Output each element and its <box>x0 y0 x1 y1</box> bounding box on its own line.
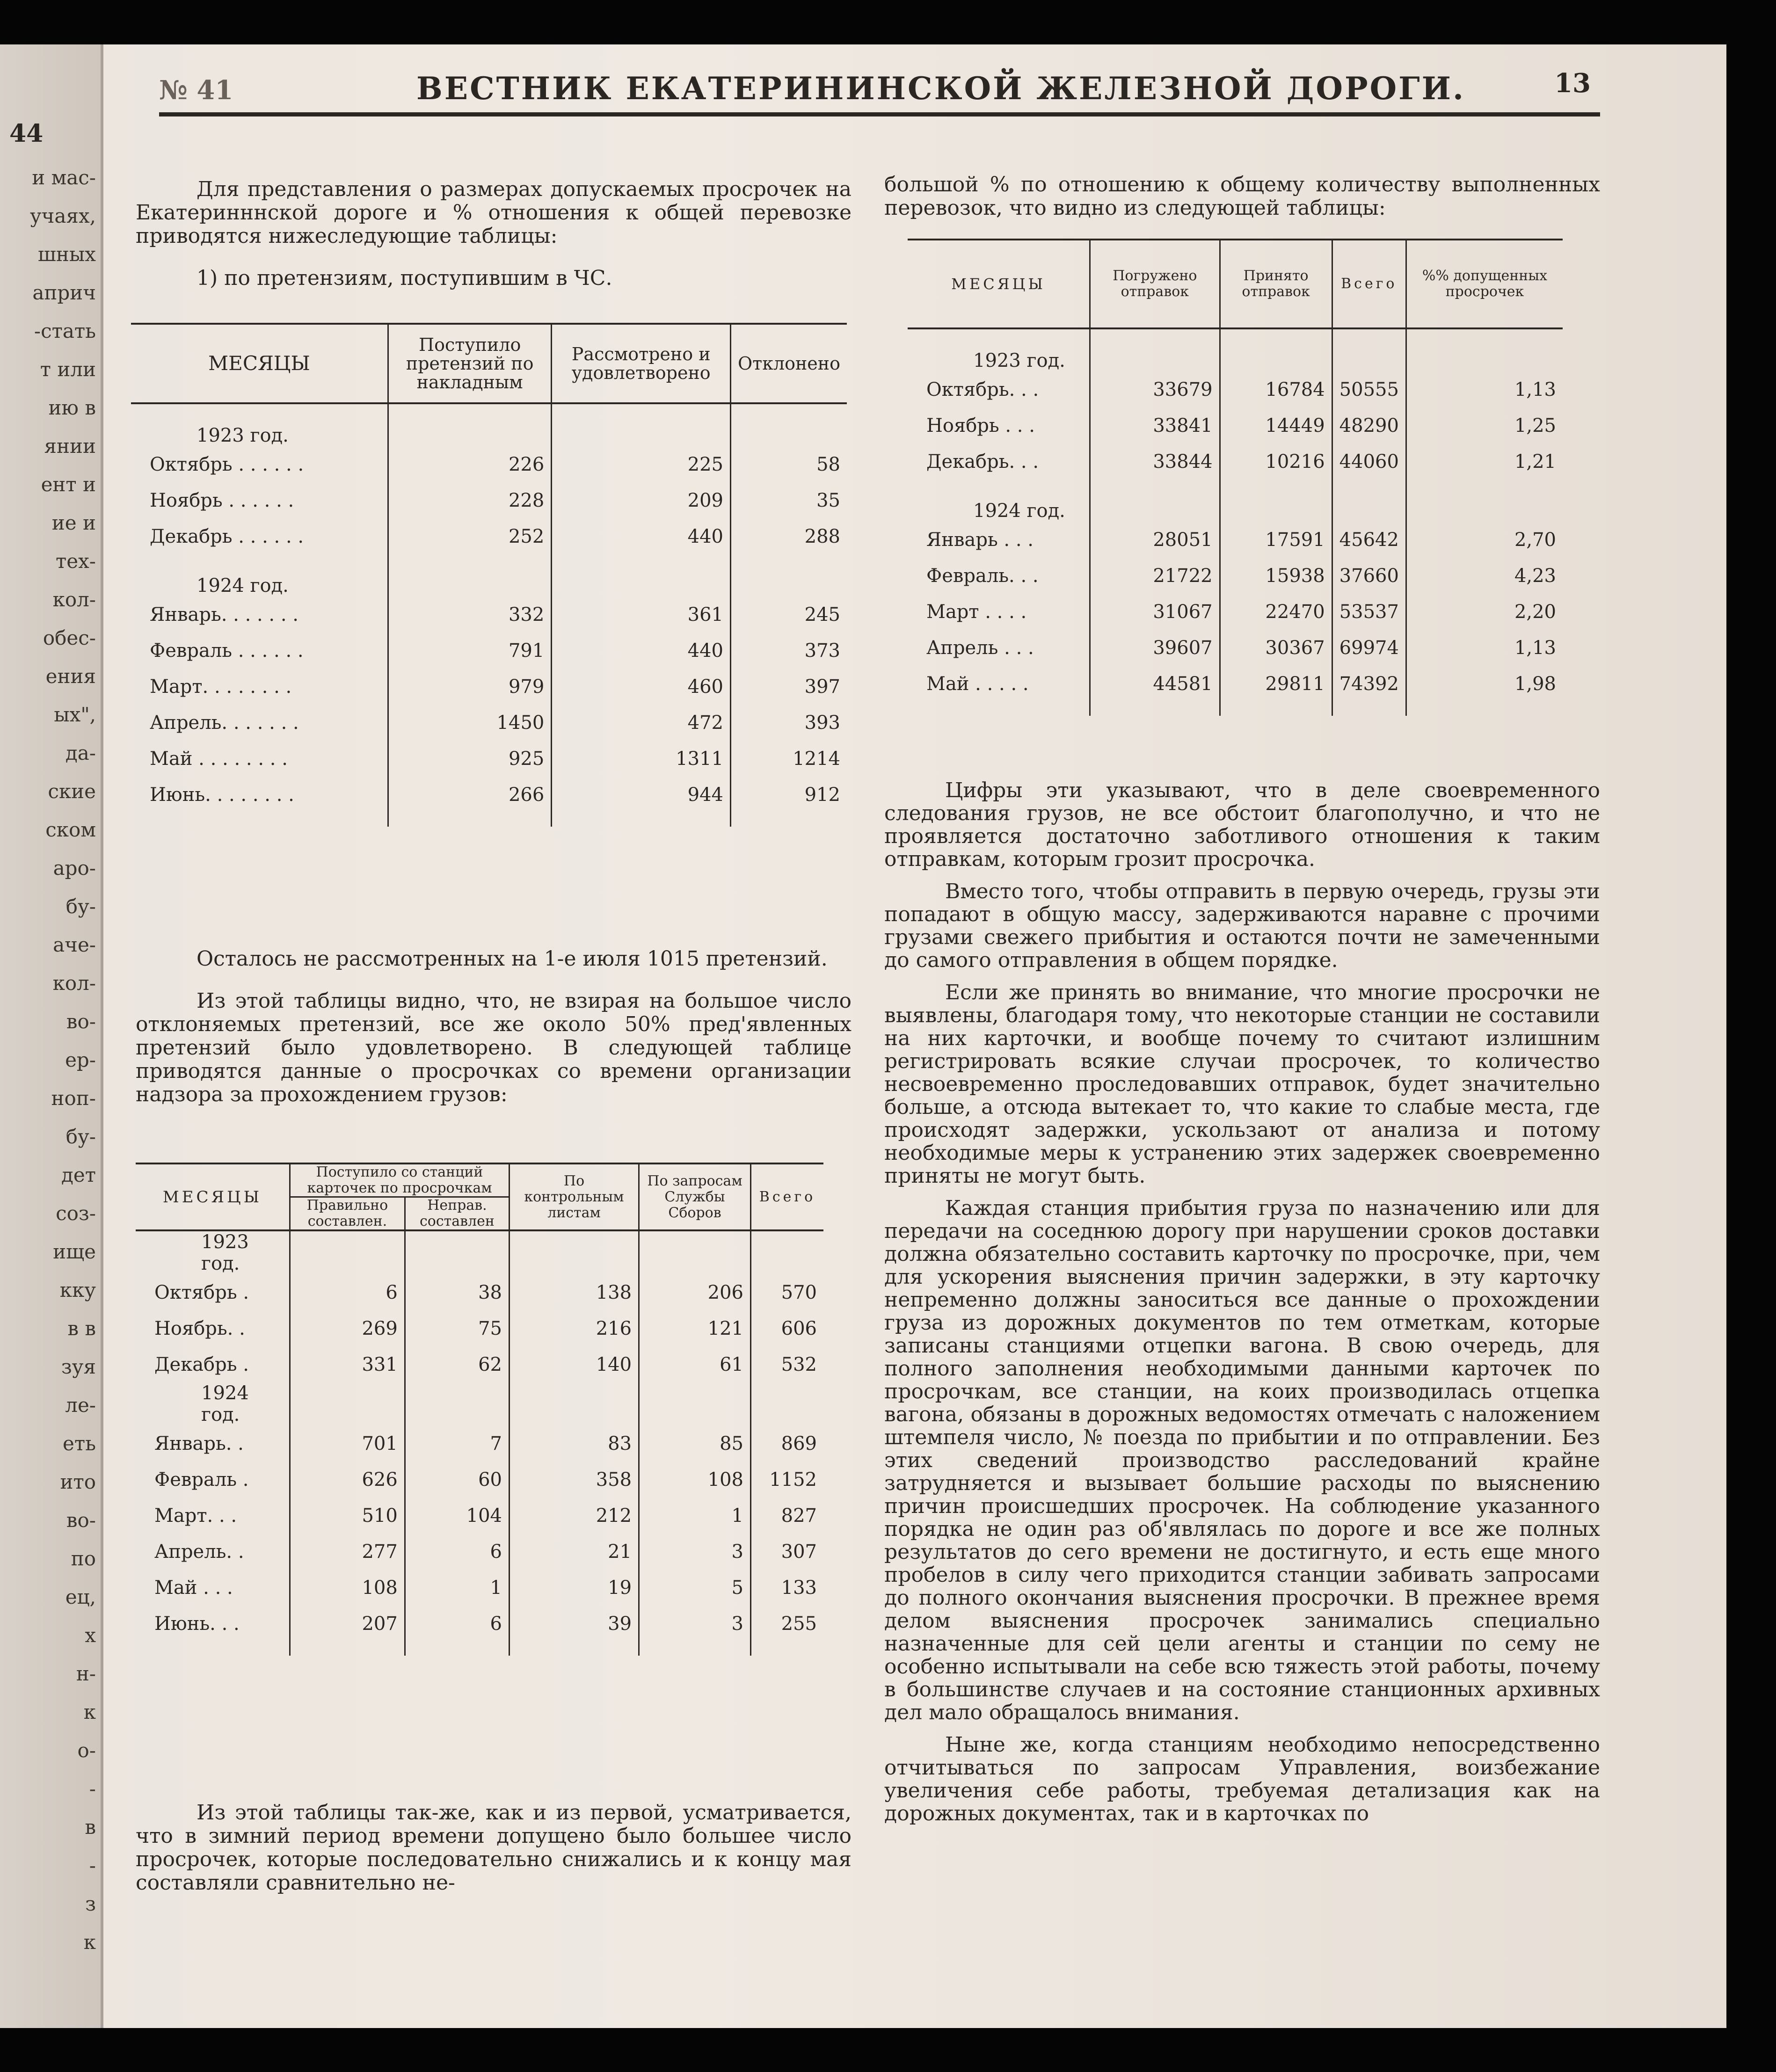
previous-page-number: 44 <box>9 119 44 148</box>
value-cell: 108 <box>639 1461 751 1498</box>
value-cell: 209 <box>552 482 731 518</box>
previous-page-text-fragment: - <box>89 1854 96 1877</box>
month-cell: Апрель. . . . . . . <box>150 712 299 734</box>
col-months: МЕСЯЦЫ <box>908 240 1090 328</box>
value-cell: 266 <box>388 777 552 813</box>
value-cell: 5 <box>639 1570 751 1606</box>
value-cell: 1152 <box>750 1461 823 1498</box>
value-cell: 288 <box>731 518 847 554</box>
table-end-row <box>131 813 847 827</box>
previous-page-text-fragment: янии <box>44 435 96 458</box>
empty-cell <box>552 554 731 596</box>
value-cell: 31067 <box>1090 594 1220 630</box>
previous-page-text-fragment: дет <box>61 1163 96 1186</box>
col-service-requests: По запросам Службы Сборов <box>639 1163 751 1230</box>
previous-page-text-fragment: к <box>83 1701 96 1723</box>
previous-page-text-fragment: аче- <box>53 933 96 956</box>
value-cell: 3 <box>639 1534 751 1570</box>
value-cell: 869 <box>750 1425 823 1461</box>
empty-cell <box>731 813 847 827</box>
value-cell: 944 <box>552 777 731 813</box>
previous-page-text-fragment: по <box>71 1547 96 1570</box>
month-cell: Май . . . <box>154 1577 233 1599</box>
month-cell: Февраль . . . . . . <box>150 640 304 662</box>
paragraph-figures: Цифры эти указывают, что в деле своевременного следования грузов, не все обстоит благополучно, и что не проявляется достаточно заботливого отношения к таким отправкам, которым грозит просрочка. <box>884 778 1600 871</box>
previous-page-text-fragment: н- <box>76 1662 96 1685</box>
previous-page-text-fragment: кку <box>59 1279 96 1301</box>
value-cell: 14449 <box>1220 407 1332 443</box>
month-cell: Январь. . <box>154 1432 244 1454</box>
value-cell: 277 <box>290 1534 405 1570</box>
col-group-station-cards: Поступило со станций карточек по просрочкам <box>290 1163 510 1197</box>
col-incorrect: Неправ. составлен <box>405 1197 509 1231</box>
empty-cell <box>750 1382 823 1425</box>
month-cell: Июнь. . . <box>154 1613 240 1635</box>
col-correct: Правильно составлен. <box>290 1197 405 1231</box>
shipments-table <box>908 239 1563 716</box>
issue-number: № 41 <box>159 75 233 106</box>
previous-page-text-fragment: кол- <box>52 588 96 611</box>
table-row <box>131 596 847 633</box>
empty-cell <box>1220 328 1332 371</box>
value-cell: 1,13 <box>1406 630 1563 666</box>
value-cell: 33841 <box>1090 407 1220 443</box>
month-cell: Май . . . . . <box>926 673 1029 695</box>
month-cell: Апрель. . <box>154 1541 244 1563</box>
value-cell: 38 <box>405 1274 509 1310</box>
month-cell: Июнь. . . . . . . . <box>150 784 294 806</box>
value-cell: 912 <box>731 777 847 813</box>
value-cell: 1,98 <box>1406 666 1563 702</box>
empty-cell <box>388 403 552 446</box>
empty-cell <box>1220 702 1332 716</box>
month-cell: Октябрь . <box>154 1281 249 1303</box>
col-rejected: Отклонено <box>731 324 847 403</box>
value-cell: 440 <box>552 633 731 669</box>
value-cell: 3 <box>639 1606 751 1642</box>
value-cell: 1,21 <box>1406 443 1563 480</box>
claims-table <box>131 323 847 827</box>
empty-cell <box>1090 702 1220 716</box>
empty-cell <box>1332 702 1406 716</box>
value-cell: 44581 <box>1090 666 1220 702</box>
left-column <box>136 178 852 299</box>
empty-cell <box>639 1382 751 1425</box>
value-cell: 35 <box>731 482 847 518</box>
table-row <box>136 1498 823 1534</box>
value-cell: 393 <box>731 705 847 741</box>
previous-page-text-fragment: т или <box>40 358 96 381</box>
empty-cell <box>750 1230 823 1274</box>
table-row <box>136 1310 823 1346</box>
col-loaded: Погружено отправок <box>1090 240 1220 328</box>
value-cell: 33679 <box>1090 371 1220 407</box>
value-cell: 58 <box>731 446 847 482</box>
previous-page-text-fragment: шных <box>37 243 96 266</box>
value-cell: 22470 <box>1220 594 1332 630</box>
empty-cell <box>1090 328 1220 371</box>
right-column-text <box>884 779 1600 1834</box>
previous-page-text-fragment: ент и <box>41 473 96 496</box>
value-cell: 37660 <box>1332 558 1406 594</box>
previous-page-text-fragment: бу- <box>66 1125 96 1148</box>
table-row <box>131 705 847 741</box>
value-cell: 440 <box>552 518 731 554</box>
value-cell: 226 <box>388 446 552 482</box>
col-total: Всего <box>750 1163 823 1230</box>
value-cell: 1 <box>405 1570 509 1606</box>
previous-page-text-fragment: ноп- <box>51 1087 96 1110</box>
value-cell: 225 <box>552 446 731 482</box>
table-row <box>136 1534 823 1570</box>
empty-cell <box>405 1382 509 1425</box>
value-cell: 28051 <box>1090 522 1220 558</box>
empty-cell <box>639 1642 751 1656</box>
previous-page-text-fragment: во- <box>66 1509 96 1532</box>
month-cell: Май . . . . . . . . <box>150 748 288 770</box>
paragraph-instead: Вместо того, чтобы отправить в первую очередь, грузы эти попадают в общую массу, задерживаются наравне с прочими грузами свежего прибытия и остаются почти не замеченными до самого отправления в общем порядке. <box>884 880 1600 972</box>
value-cell: 361 <box>552 596 731 633</box>
value-cell: 216 <box>510 1310 639 1346</box>
previous-page-text-fragment: во- <box>66 1010 96 1033</box>
delays-table <box>136 1163 823 1656</box>
value-cell: 358 <box>510 1461 639 1498</box>
table-row <box>131 777 847 813</box>
table-row <box>131 633 847 669</box>
empty-cell <box>750 1642 823 1656</box>
table-row <box>131 446 847 482</box>
table2-intro-paragraph: Из этой таблицы видно, что, не взирая на большое число отклоняемых претензий, все же около 50% пред'явленных претензий было удовлетворено. В следующей таблице приводятся данные о просрочках со времени организации надзора за прохождением грузов: <box>136 989 852 1106</box>
value-cell: 53537 <box>1332 594 1406 630</box>
col-total: Всего <box>1332 240 1406 328</box>
value-cell: 701 <box>290 1425 405 1461</box>
page-header <box>159 65 1600 117</box>
value-cell: 332 <box>388 596 552 633</box>
table-row <box>908 443 1563 480</box>
table-row <box>908 522 1563 558</box>
value-cell: 39607 <box>1090 630 1220 666</box>
right-top-text <box>884 173 1600 229</box>
value-cell: 60 <box>405 1461 509 1498</box>
value-cell: 212 <box>510 1498 639 1534</box>
previous-page-text-fragment: ские <box>48 780 96 803</box>
empty-cell <box>908 702 1090 716</box>
table-end-row <box>908 702 1563 716</box>
previous-page-text-fragment: ец, <box>65 1585 96 1608</box>
value-cell: 39 <box>510 1606 639 1642</box>
paragraph-now: Ныне же, когда станциям необходимо непосредственно отчитываться по запросам Управления, воизбежание увеличения себе работы, требуемая детализация как на дорожных документах, так и в карточках по <box>884 1733 1600 1825</box>
value-cell: 30367 <box>1220 630 1332 666</box>
empty-cell <box>290 1382 405 1425</box>
empty-cell <box>510 1230 639 1274</box>
table-end-row <box>136 1642 823 1656</box>
previous-page-text-fragment: учаях, <box>29 204 96 227</box>
col-months: МЕСЯЦЫ <box>136 1163 290 1230</box>
previous-page-text-fragment: ие и <box>51 511 96 534</box>
value-cell: 108 <box>290 1570 405 1606</box>
value-cell: 827 <box>750 1498 823 1534</box>
conclusion-paragraph: Из этой таблицы так-же, как и из первой, усматривается, что в зимний период времени допущено было большее число просрочек, которые последовательно снижались и к концу мая составляли сравнительно не- <box>136 1801 852 1895</box>
previous-page-text-fragment: соз- <box>56 1202 96 1225</box>
value-cell: 2,70 <box>1406 522 1563 558</box>
empty-cell <box>388 813 552 827</box>
month-cell: Январь. . . . . . . <box>150 603 299 625</box>
previous-page-text-fragment: зуя <box>61 1355 96 1378</box>
month-cell: Октябрь . . . . . . <box>150 453 304 475</box>
month-cell: Февраль . <box>154 1469 249 1490</box>
remaining-claims-paragraph: Осталось не рассмотренных на 1-е июля 1015 претензий. <box>197 947 828 971</box>
value-cell: 4,23 <box>1406 558 1563 594</box>
month-cell: Декабрь . <box>154 1353 249 1375</box>
value-cell: 16784 <box>1220 371 1332 407</box>
previous-page-text-fragment: ию в <box>48 396 96 419</box>
table-row <box>131 482 847 518</box>
month-cell: Январь . . . <box>926 529 1034 551</box>
value-cell: 206 <box>639 1274 751 1310</box>
value-cell: 1450 <box>388 705 552 741</box>
previous-page-text-fragment: в в <box>67 1317 96 1340</box>
page-number: 13 <box>1554 68 1591 99</box>
previous-page-text-fragment: ском <box>45 818 96 841</box>
value-cell: 472 <box>552 705 731 741</box>
value-cell: 791 <box>388 633 552 669</box>
col-accepted: Принято отправок <box>1220 240 1332 328</box>
table-row <box>136 1606 823 1642</box>
value-cell: 207 <box>290 1606 405 1642</box>
empty-cell <box>388 554 552 596</box>
table-row <box>908 407 1563 443</box>
previous-page-text-fragment: к <box>83 1931 96 1954</box>
table-row <box>136 1346 823 1382</box>
value-cell: 979 <box>388 669 552 705</box>
value-cell: 140 <box>510 1346 639 1382</box>
value-cell: 307 <box>750 1534 823 1570</box>
empty-cell <box>1332 328 1406 371</box>
header-rule <box>159 112 1600 116</box>
value-cell: 269 <box>290 1310 405 1346</box>
value-cell: 460 <box>552 669 731 705</box>
value-cell: 6 <box>405 1534 509 1570</box>
table1-caption: 1) по претензиям, поступившим в ЧС. <box>197 266 612 290</box>
table-row <box>131 669 847 705</box>
month-cell: Апрель . . . <box>926 637 1034 659</box>
value-cell: 397 <box>731 669 847 705</box>
value-cell: 373 <box>731 633 847 669</box>
col-satisfied: Рассмотрено и удовлетворено <box>552 324 731 403</box>
empty-cell <box>731 554 847 596</box>
month-cell: Ноябрь . . . <box>926 414 1035 436</box>
month-cell: Декабрь . . . . . . <box>150 525 304 547</box>
previous-page-text-fragment: ых", <box>54 703 96 726</box>
empty-cell <box>1220 480 1332 522</box>
value-cell: 626 <box>290 1461 405 1498</box>
year-label: 1923 год. <box>973 350 1065 371</box>
empty-cell <box>552 813 731 827</box>
col-delay-percent: %% допущенных просрочек <box>1406 240 1563 328</box>
previous-page-text-fragment: обес- <box>43 626 96 649</box>
previous-page-text-fragment: -стать <box>34 320 96 342</box>
previous-page-text-fragment: и мас- <box>32 166 96 189</box>
table-row <box>908 371 1563 407</box>
value-cell: 45642 <box>1332 522 1406 558</box>
previous-page-text-fragment: - <box>89 1777 96 1800</box>
empty-cell <box>290 1230 405 1274</box>
empty-cell <box>510 1642 639 1656</box>
value-cell: 69974 <box>1332 630 1406 666</box>
year-row <box>908 328 1563 371</box>
year-row <box>136 1382 823 1425</box>
table-row <box>136 1461 823 1498</box>
col-received: Поступило претензий по накладным <box>388 324 552 403</box>
value-cell: 21722 <box>1090 558 1220 594</box>
value-cell: 1,13 <box>1406 371 1563 407</box>
year-label: 1924 год. <box>197 575 289 596</box>
year-row <box>908 480 1563 522</box>
previous-page-edge <box>0 44 103 2028</box>
paragraph-each-station: Каждая станция прибытия груза по назначению или для передачи на соседнюю дорогу при нарушении сроков доставки должна обязательно составить карточку по просрочке, при, чем для ускорения выяснения причин задержки, в эту карточку непременно должны заноситься все данные о прохождении груза из дорожных документов по тем отметкам, которые записаны станциями отцепки вагона. В свою очередь, для полного заполнения необходимыми данными карточек по просрочкам, все станции, на коих производилась отцепка вагона, обязаны в дорожных ведомостях отмечать с наложением штемпеля число, № поезда по прибытии и по отправлении. Без этих сведений производство расследований крайне затрудняется и вызывает большие расходы по выяснению причин происшедших просрочек. На соблюдение указанного порядка не один раз об'являлась по дороге и все же полных результатов до сего времени не достигнуто, и есть еще много пробелов в силу чего приходится станции забивать запросами до полного окончания выяснения просрочки. В прежнее время делом выяснения просрочек занимались специально назначенные для сей цели агенты и станции по сему не особенно испытывали на себе всю тяжесть этой работы, почему в большинстве случаев и на состояние станционных архивных дел мало обращалось внимания. <box>884 1196 1600 1724</box>
empty-cell <box>731 403 847 446</box>
value-cell: 17591 <box>1220 522 1332 558</box>
value-cell: 104 <box>405 1498 509 1534</box>
year-row <box>136 1230 823 1274</box>
value-cell: 1,25 <box>1406 407 1563 443</box>
empty-cell <box>131 813 388 827</box>
table-row <box>908 630 1563 666</box>
value-cell: 62 <box>405 1346 509 1382</box>
table-row <box>136 1570 823 1606</box>
table-row <box>908 666 1563 702</box>
previous-page-text-fragment: о- <box>77 1739 96 1762</box>
value-cell: 255 <box>750 1606 823 1642</box>
table-row <box>908 594 1563 630</box>
value-cell: 50555 <box>1332 371 1406 407</box>
month-cell: Март. . . <box>154 1505 237 1527</box>
previous-page-text-fragment: еть <box>63 1432 96 1455</box>
table-row <box>131 741 847 777</box>
value-cell: 6 <box>290 1274 405 1310</box>
value-cell: 331 <box>290 1346 405 1382</box>
empty-cell <box>639 1230 751 1274</box>
value-cell: 1214 <box>731 741 847 777</box>
value-cell: 85 <box>639 1425 751 1461</box>
value-cell: 245 <box>731 596 847 633</box>
value-cell: 6 <box>405 1606 509 1642</box>
table-row <box>136 1274 823 1310</box>
empty-cell <box>1332 480 1406 522</box>
year-label: 1923 год. <box>197 425 289 446</box>
col-months: МЕСЯЦЫ <box>131 324 388 403</box>
year-row <box>131 403 847 446</box>
empty-cell <box>510 1382 639 1425</box>
previous-page-text-fragment: тех- <box>56 550 96 573</box>
value-cell: 532 <box>750 1346 823 1382</box>
previous-page-text-fragment: кол- <box>52 972 96 995</box>
value-cell: 21 <box>510 1534 639 1570</box>
value-cell: 138 <box>510 1274 639 1310</box>
value-cell: 121 <box>639 1310 751 1346</box>
previous-page-text-fragment: аро- <box>53 857 96 880</box>
month-cell: Декабрь. . . <box>926 451 1039 473</box>
empty-cell <box>1406 480 1563 522</box>
value-cell: 44060 <box>1332 443 1406 480</box>
empty-cell <box>1090 480 1220 522</box>
table3-intro-paragraph: большой % по отношению к общему количеству выполненных перевозок, что видно из следующей таблицы: <box>884 173 1600 220</box>
value-cell: 61 <box>639 1346 751 1382</box>
paragraph-if: Если же принять во внимание, что многие просрочки не выявлены, благодаря тому, что некоторые станции не составили на них карточки, и вообще почему то считают излишним регистрировать всякие случаи просрочек, то количество несвоевременно проследовавших отправок, будет значительно больше, а отсюда вытекает то, что какие то слабые места, где происходят задержки, ускользают от анализа и потому необходимые меры к устранению этих задержек своевременно приняты не могут быть. <box>884 981 1600 1188</box>
value-cell: 10216 <box>1220 443 1332 480</box>
month-cell: Ноябрь. . <box>154 1317 245 1339</box>
previous-page-text-fragment: ле- <box>65 1394 96 1417</box>
value-cell: 29811 <box>1220 666 1332 702</box>
month-cell: Март. . . . . . . . <box>150 676 292 698</box>
previous-page-text-fragment: ито <box>60 1470 96 1493</box>
value-cell: 33844 <box>1090 443 1220 480</box>
previous-page-text-fragment: бу- <box>66 895 96 918</box>
value-cell: 2,20 <box>1406 594 1563 630</box>
previous-page-text-fragment: да- <box>65 742 96 764</box>
previous-page-text-fragment: в <box>85 1816 96 1839</box>
month-cell: Март . . . . <box>926 601 1027 623</box>
empty-cell <box>136 1642 290 1656</box>
empty-cell <box>1406 702 1563 716</box>
table-row <box>131 518 847 554</box>
empty-cell <box>1406 328 1563 371</box>
previous-page-text-fragment: ер- <box>65 1048 96 1071</box>
month-cell: Октябрь. . . <box>926 378 1039 400</box>
empty-cell <box>405 1230 509 1274</box>
value-cell: 228 <box>388 482 552 518</box>
intro-paragraph: Для представления о размерах допускаемых просрочек на Екатеринннской дороге и % отношения к общей перевозке приводятся нижеследующие таблицы: <box>136 177 852 248</box>
previous-page-text-fragment: ище <box>53 1240 96 1263</box>
year-label: 1924 год. <box>201 1382 249 1425</box>
previous-page-text-fragment: з <box>85 1892 96 1915</box>
value-cell: 1 <box>639 1498 751 1534</box>
value-cell: 75 <box>405 1310 509 1346</box>
table-row <box>908 558 1563 594</box>
value-cell: 83 <box>510 1425 639 1461</box>
value-cell: 510 <box>290 1498 405 1534</box>
empty-cell <box>405 1642 509 1656</box>
year-row <box>131 554 847 596</box>
empty-cell <box>552 403 731 446</box>
table-row <box>136 1425 823 1461</box>
value-cell: 925 <box>388 741 552 777</box>
value-cell: 15938 <box>1220 558 1332 594</box>
value-cell: 19 <box>510 1570 639 1606</box>
value-cell: 1311 <box>552 741 731 777</box>
year-label: 1924 год. <box>973 500 1065 522</box>
empty-cell <box>290 1642 405 1656</box>
value-cell: 48290 <box>1332 407 1406 443</box>
value-cell: 133 <box>750 1570 823 1606</box>
year-label: 1923 год. <box>201 1231 249 1274</box>
value-cell: 252 <box>388 518 552 554</box>
left-bottom-text <box>136 1801 852 1904</box>
month-cell: Ноябрь . . . . . . <box>150 489 294 511</box>
month-cell: Февраль. . . <box>926 565 1039 587</box>
value-cell: 74392 <box>1332 666 1406 702</box>
previous-page-text-fragment: ения <box>45 665 96 688</box>
value-cell: 7 <box>405 1425 509 1461</box>
value-cell: 570 <box>750 1274 823 1310</box>
previous-page-text-fragment: априч <box>32 281 96 304</box>
left-middle-text <box>136 947 852 1116</box>
value-cell: 606 <box>750 1310 823 1346</box>
journal-title: ВЕСТНИК ЕКАТЕРИНИНСКОЙ ЖЕЛЕЗНОЙ ДОРОГИ. <box>416 70 1465 107</box>
previous-page-text-fragment: х <box>85 1624 96 1647</box>
col-control-lists: По контрольным листам <box>510 1163 639 1230</box>
